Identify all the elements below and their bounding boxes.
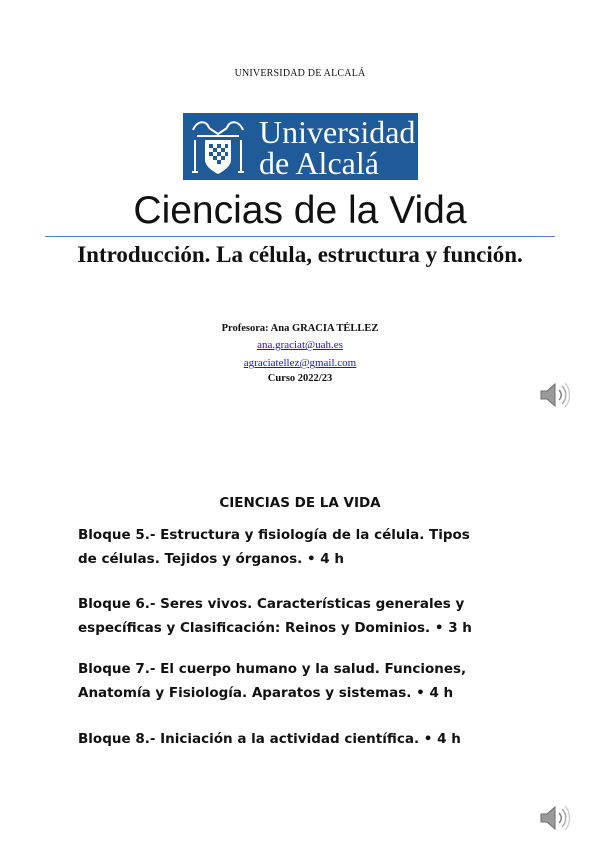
speaker-icon[interactable] — [537, 801, 571, 835]
institution-header: UNIVERSIDAD DE ALCALÁ — [234, 68, 366, 79]
syllabus-block — [78, 727, 558, 751]
title-divider — [45, 236, 555, 237]
university-logo — [183, 113, 418, 180]
block-line: de células. Tejidos y órganos. • 4 h — [78, 551, 345, 567]
block-line: específicas y Clasificación: Reinos y Dominios. • 3 h — [78, 620, 472, 636]
speaker-icon[interactable] — [537, 378, 571, 412]
course-year: Curso 2022/23 — [267, 373, 333, 384]
document-subtitle: Introducción. La célula, estructura y función. — [77, 242, 523, 267]
university-crest-icon — [187, 116, 249, 177]
block-line: Bloque 5.- Estructura y fisiología de la célula. Tipos — [78, 527, 470, 543]
email-link-institutional[interactable]: ana.graciat@uah.es — [257, 339, 343, 351]
block-line: Bloque 6.- Seres vivos. Características generales y — [78, 596, 465, 612]
logo-text-line1: Universidad — [259, 114, 416, 150]
syllabus-block — [78, 523, 558, 571]
syllabus-heading: CIENCIAS DE LA VIDA — [219, 495, 381, 511]
email-link-personal[interactable]: agraciatellez@gmail.com — [243, 357, 357, 369]
teacher-name: Profesora: Ana GRACIA TÉLLEZ — [221, 323, 379, 334]
syllabus-block — [78, 592, 558, 640]
block-line: Bloque 8.- Iniciación a la actividad científica. • 4 h — [78, 731, 461, 747]
block-line: Bloque 7.- El cuerpo humano y la salud. Funciones, — [78, 661, 467, 677]
block-line: Anatomía y Fisiología. Aparatos y sistemas. • 4 h — [78, 685, 454, 701]
syllabus-block — [78, 657, 558, 705]
document-title: Ciencias de la Vida — [133, 189, 467, 232]
logo-text-line2: de Alcalá — [259, 145, 379, 181]
